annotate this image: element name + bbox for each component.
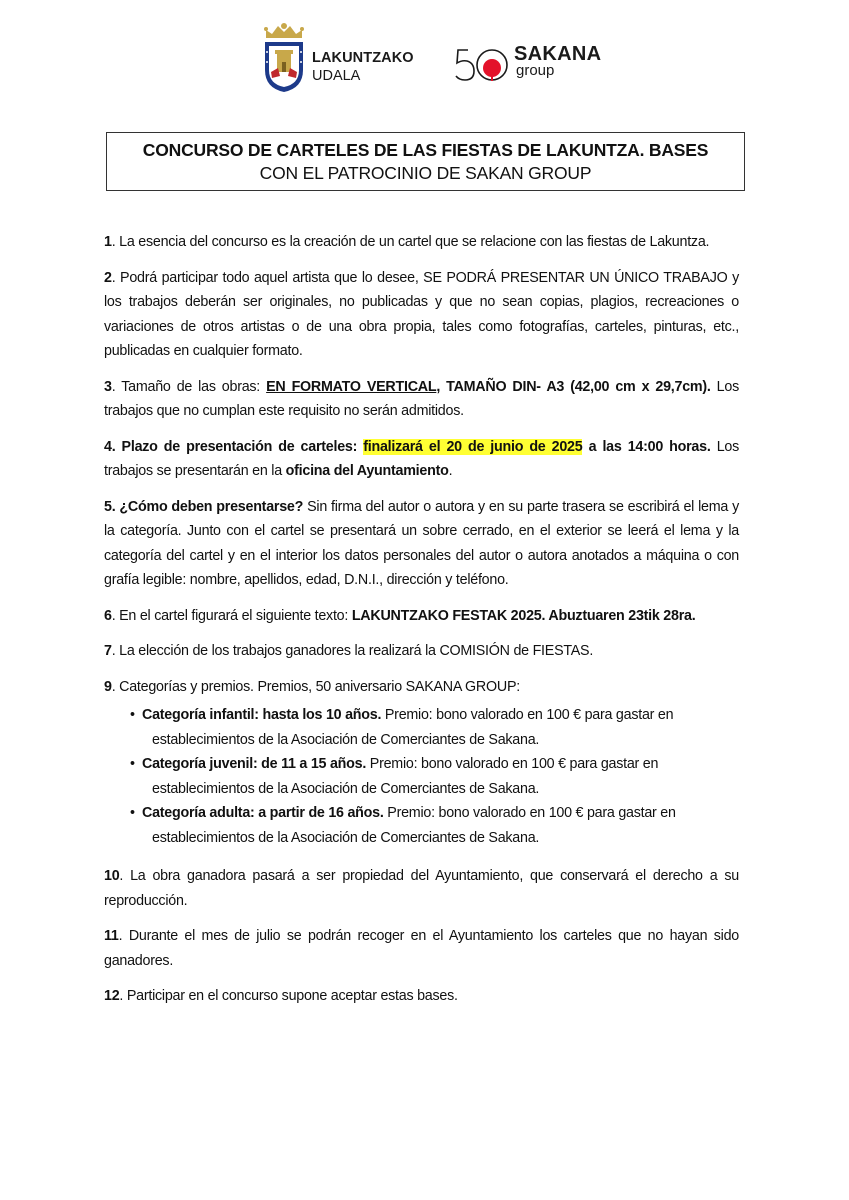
rule-text: . Participar en el concurso supone aceptar estas bases. bbox=[119, 988, 458, 1004]
category-item bbox=[104, 752, 739, 801]
poster-required-text: LAKUNTZAKO FESTAK 2025. Abuztuaren 23tik 28ra. bbox=[351, 607, 696, 624]
category-item bbox=[104, 801, 739, 850]
rule-number: 9 bbox=[104, 678, 112, 695]
deadline-time: a las 14:00 horas. bbox=[582, 438, 711, 455]
category-prize: Premio: bono valorado en 100 € para gastar en establecimientos de la Asociación de Comerciantes de Sakana. bbox=[152, 805, 676, 846]
rule-number: 12 bbox=[104, 988, 120, 1004]
rule-5 bbox=[104, 495, 739, 593]
bullet-icon: • bbox=[130, 756, 135, 772]
deadline-label: . Plazo de presentación de carteles: bbox=[111, 438, 364, 455]
rule-text: . Podrá participar todo aquel artista que lo desee, SE PODRÁ PRESENTAR UN ÚNICO TRABAJO y los trabajos deberán ser originales, no publicadas y que no sean copias, plagios, recreaciones o variaciones de otros artistas o de una obra propia, tales como fotografías, carteles, pinturas, etc., publicadas en cualquier formato. bbox=[104, 269, 739, 359]
rule-9 bbox=[104, 675, 739, 700]
rule-6 bbox=[104, 604, 739, 629]
submission-place: oficina del Ayuntamiento bbox=[285, 463, 449, 479]
category-name: Categoría infantil: hasta los 10 años. bbox=[142, 707, 382, 723]
rule-text: Sin firma del autor o autora y en su parte trasera se escribirá el lema y la categoría. Junto con el cartel se presentará un sobre cerrado, en el exterior se leerá el lema y la categoría del cartel y en el interior los datos personales del autor o autora anotados a máquina o con grafía legible: nombre, apellidos, edad, D.N.I., dirección y teléfono. bbox=[104, 498, 739, 588]
document-title: CONCURSO DE CARTELES DE LAS FIESTAS DE LAKUNTZA. BASES bbox=[142, 140, 709, 160]
rules-content bbox=[104, 230, 739, 1020]
rule-number: 7 bbox=[104, 643, 112, 659]
bullet-icon: • bbox=[130, 707, 135, 723]
rule-text: . La esencia del concurso es la creación de un cartel que se relacione con las fiestas de Lakuntza. bbox=[111, 234, 710, 250]
rule-number: 2 bbox=[104, 269, 112, 286]
sakana-group-logo bbox=[454, 44, 624, 88]
rule-heading: . ¿Cómo deben presentarse? bbox=[111, 498, 304, 515]
rule-number: 11 bbox=[104, 928, 119, 944]
coat-of-arms-icon bbox=[262, 22, 306, 94]
rule-text: . bbox=[448, 463, 453, 479]
rule-number: 4 bbox=[104, 438, 112, 455]
rule-1 bbox=[104, 230, 739, 255]
title-box bbox=[106, 132, 745, 191]
rule-7 bbox=[104, 639, 739, 664]
rule-11 bbox=[104, 924, 739, 973]
rule-number: 6 bbox=[104, 607, 112, 624]
document-subtitle: CON EL PATROCINIO DE SAKAN GROUP bbox=[259, 163, 592, 183]
rule-10 bbox=[104, 864, 739, 913]
rule-text: . Categorías y premios. Premios, 50 aniversario SAKANA GROUP: bbox=[111, 678, 520, 695]
format-requirement: EN FORMATO VERTICAL bbox=[266, 378, 437, 395]
rule-number: 3 bbox=[104, 378, 112, 395]
rule-2 bbox=[104, 266, 739, 364]
rule-12 bbox=[104, 984, 739, 1009]
rule-number: 10 bbox=[104, 868, 120, 884]
bullet-icon: • bbox=[130, 805, 135, 821]
category-name: Categoría adulta: a partir de 16 años. bbox=[142, 805, 384, 821]
lakuntzako-udala-wordmark bbox=[312, 49, 414, 85]
category-prize: Premio: bono valorado en 100 € para gastar en establecimientos de la Asociación de Comerciantes de Sakana. bbox=[152, 756, 659, 797]
header-logos bbox=[262, 22, 622, 98]
category-item bbox=[104, 703, 739, 752]
deadline-highlight: finalizará el 20 de junio de 2025 bbox=[363, 438, 583, 455]
rule-4 bbox=[104, 435, 739, 484]
rule-text: . En el cartel figurará el siguiente texto: bbox=[111, 607, 352, 624]
logo-line-1: LAKUNTZAKO bbox=[312, 50, 414, 66]
rule-text: . La elección de los trabajos ganadores la realizará la COMISIÓN de FIESTAS. bbox=[111, 643, 594, 659]
rule-text: . Durante el mes de julio se podrán recoger en el Ayuntamiento los carteles que no hayan sido ganadores. bbox=[104, 928, 739, 969]
logo-line-2: UDALA bbox=[312, 68, 361, 84]
rule-3 bbox=[104, 375, 739, 424]
rule-number: 5 bbox=[104, 498, 112, 515]
rule-text: Los trabajos se presentarán en la bbox=[104, 438, 740, 479]
rule-number: 1 bbox=[104, 234, 112, 250]
sakana-group-label: group bbox=[516, 62, 555, 79]
category-name: Categoría juvenil: de 11 a 15 años. bbox=[142, 756, 367, 772]
lakuntzako-udala-logo bbox=[262, 22, 422, 98]
rule-text: . Tamaño de las obras: bbox=[111, 378, 267, 395]
rule-text: Los trabajos que no cumplan este requisito no serán admitidos. bbox=[104, 378, 739, 419]
sakana-wordmark: SAKANA bbox=[514, 43, 602, 65]
categories-list bbox=[104, 703, 739, 850]
sakana-50-icon bbox=[454, 46, 512, 84]
category-prize: Premio: bono valorado en 100 € para gastar en establecimientos de la Asociación de Comerciantes de Sakana. bbox=[152, 707, 674, 748]
rule-text: . La obra ganadora pasará a ser propiedad del Ayuntamiento, que conservará el derecho a su reproducción. bbox=[104, 868, 739, 909]
size-requirement: , TAMAÑO DIN- A3 (42,00 cm x 29,7cm). bbox=[436, 378, 711, 395]
